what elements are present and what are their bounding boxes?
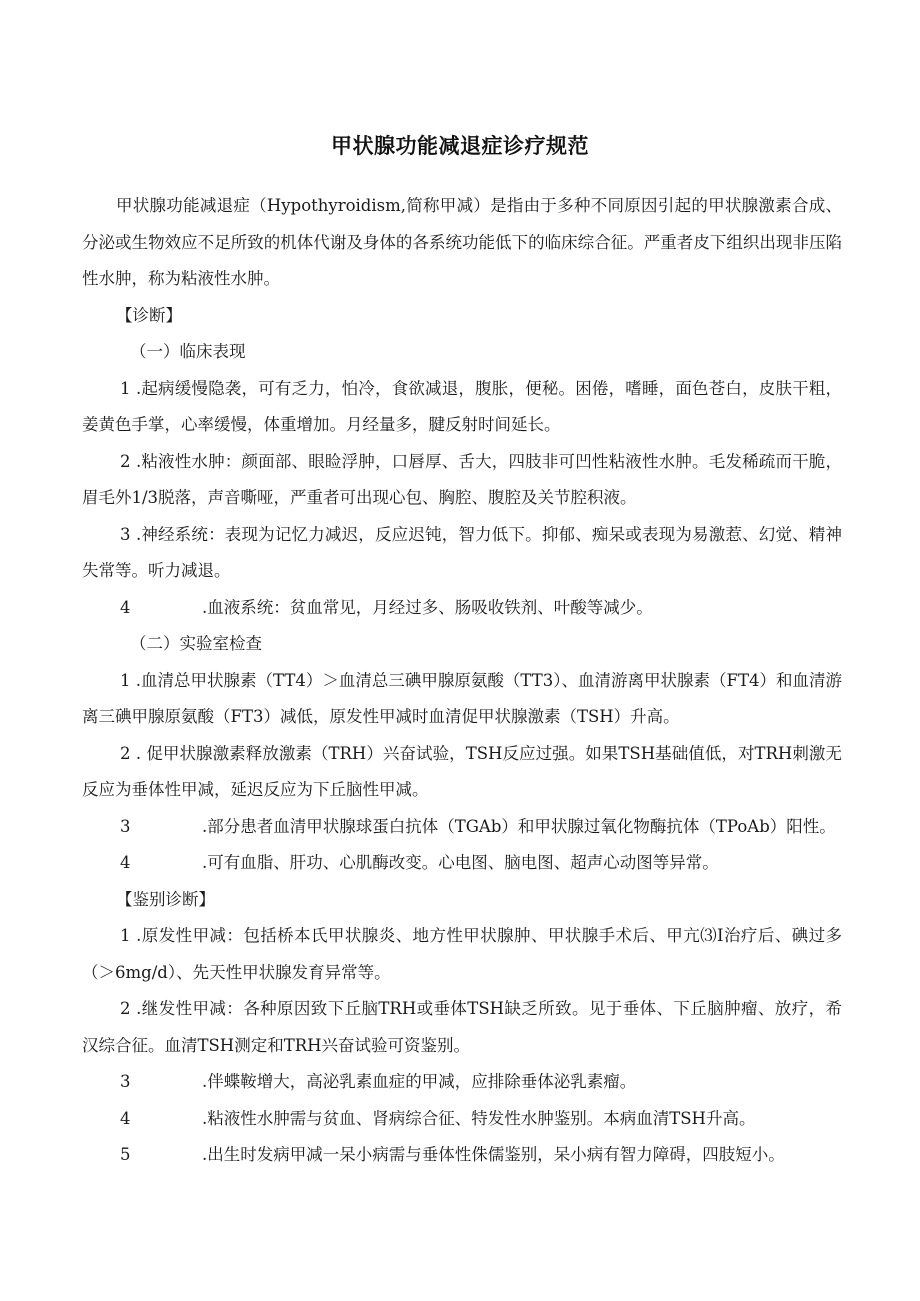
differential-item xyxy=(82,1064,842,1101)
lab-item xyxy=(82,845,842,882)
clinical-item xyxy=(82,371,842,444)
item-number: 4 xyxy=(120,1108,131,1128)
item-number: 1 xyxy=(120,378,131,398)
item-number: 3 xyxy=(120,524,131,544)
diagnosis-heading: 【诊断】 xyxy=(116,305,182,325)
clinical-item xyxy=(82,517,842,590)
item-text: .原发性甲减：包括桥本氏甲状腺炎、地方性甲状腺肿、甲状腺手术后、甲亢⑶I治疗后、碘过多（＞6mg/d）、先天性甲状腺发育异常等。 xyxy=(82,926,843,982)
item-text: .部分患者血清甲状腺球蛋白抗体（TGAb）和甲状腺过氧化物酶抗体（TPoAb）阳性。 xyxy=(202,816,836,836)
differential-item xyxy=(82,1137,842,1174)
item-text: .血清总甲状腺素（TT4）＞血清总三碘甲腺原氨酸（TT3）、血清游离甲状腺素（FT4）和血清游离三碘甲腺原氨酸（FT3）减低，原发性甲减时血清促甲状腺激素（TSH）升高。 xyxy=(82,670,842,726)
item-number: 4 xyxy=(120,597,131,617)
item-number: 1 xyxy=(120,926,131,945)
item-text: .粘液性水肿：颜面部、眼睑浮肿，口唇厚、舌大，四肢非可凹性粘液性水肿。毛发稀疏而干脆，眉毛外1/3脱落，声音嘶哑，严重者可出现心包、胸腔、腹腔及关节腔积液。 xyxy=(82,451,842,507)
clinical-item xyxy=(82,590,842,627)
differential-item xyxy=(82,1101,842,1138)
item-text: .继发性甲减：各种原因致下丘脑TRH或垂体TSH缺乏所致。见于垂体、下丘脑肿瘤、放疗，希汉综合征。血清TSH测定和TRH兴奋试验可资鉴别。 xyxy=(82,999,843,1055)
item-number: 5 xyxy=(120,1145,131,1164)
lab-item xyxy=(82,809,842,846)
intro-paragraph: 甲状腺功能减退症（Hypothyroidism,简称甲减）是指由于多种不同原因引起的甲状腺激素合成、分泌或生物效应不足所致的机体代谢及身体的各系统功能低下的临床综合征。严重者皮下组织出现非压陷性水肿，称为粘液性水肿。 xyxy=(82,196,842,288)
item-text: .粘液性水肿需与贫血、肾病综合征、特发性水肿鉴别。本病血清TSH升高。 xyxy=(202,1108,756,1128)
item-text: .伴蝶鞍增大，高泌乳素血症的甲减，应排除垂体泌乳素瘤。 xyxy=(202,1072,637,1091)
clinical-heading: （一）临床表现 xyxy=(130,342,246,361)
item-number: 3 xyxy=(120,816,131,836)
item-number: 4 xyxy=(120,853,131,872)
differential-item xyxy=(82,991,842,1064)
item-text: . 促甲状腺激素释放激素（TRH）兴奋试验，TSH反应过强。如果TSH基础值低，对TRH刺激无反应为垂体性甲减，延迟反应为下丘脑性甲减。 xyxy=(82,743,842,799)
item-number: 2 xyxy=(120,999,131,1018)
lab-item xyxy=(82,736,842,809)
item-text: .神经系统：表现为记忆力减迟，反应迟钝，智力低下。抑郁、痴呆或表现为易激惹、幻觉、精神失常等。听力减退。 xyxy=(82,524,842,580)
clinical-item xyxy=(82,444,842,517)
item-text: .血液系统：贫血常见，月经过多、肠吸收铁剂、叶酸等减少。 xyxy=(202,597,653,617)
differential-heading: 【鉴别诊断】 xyxy=(116,889,215,909)
item-number: 1 xyxy=(120,670,131,690)
lab-item xyxy=(82,663,842,736)
item-text: .可有血脂、肝功、心肌酶改变。心电图、脑电图、超声心动图等异常。 xyxy=(202,853,719,872)
item-text: .起病缓慢隐袭，可有乏力，怕冷，食欲减退，腹胀，便秘。困倦，嗜睡，面色苍白，皮肤干粗，姜黄色手掌，心率缓慢，体重增加。月经量多，腱反射时间延长。 xyxy=(82,378,842,434)
differential-item xyxy=(82,918,842,991)
document-title: 甲状腺功能减退症诊疗规范 xyxy=(331,134,589,158)
lab-heading: （二）实验室检查 xyxy=(130,634,262,653)
item-number: 2 xyxy=(120,743,131,763)
item-number: 3 xyxy=(120,1072,131,1091)
item-number: 2 xyxy=(120,451,131,471)
item-text: .出生时发病甲减一呆小病需与垂体性侏儒鉴别，呆小病有智力障碍，四肢短小。 xyxy=(202,1145,785,1164)
document-body xyxy=(82,188,842,1174)
